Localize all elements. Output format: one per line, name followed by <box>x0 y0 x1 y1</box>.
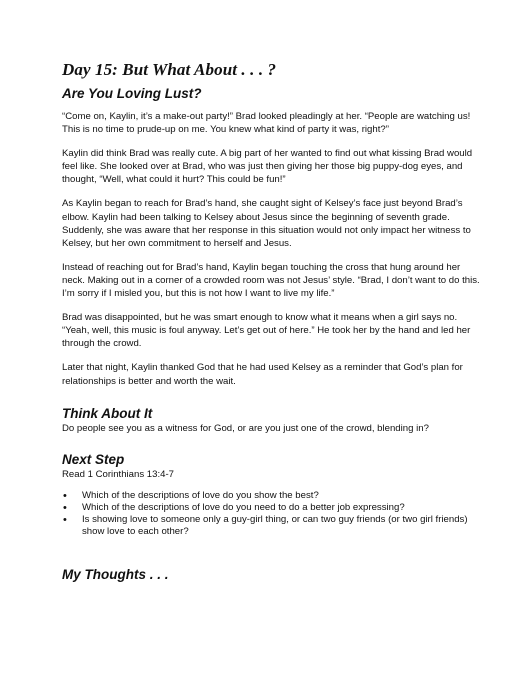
next-step-section <box>62 452 484 538</box>
list-item <box>62 514 484 538</box>
story-paragraph: Brad was disappointed, but he was smart enough to know what it means when a girl says no. “Yeah, well, this music is foul anyway. Let’s get out of here.” He took her by the hand and led her through the crowd. <box>62 312 471 350</box>
my-thoughts-heading: My Thoughts . . . <box>62 567 169 583</box>
story-paragraph: As Kaylin began to reach for Brad’s hand, she caught sight of Kelsey’s face just beyond Brad’s elbow. Kaylin had been talking to Kelsey about Jesus since the beginning of seventh grade. Suddenly, she was aware that her response in this situation would not only impact her witness to Kelsey, but her own commitment to herself and Jesus. <box>62 198 471 249</box>
story-paragraph: Kaylin did think Brad was really cute. A big part of her wanted to find out what kissing Brad would feel like. She looked over at Brad, who was just then giving her those big puppy-dog eyes, and thought, “Well, what could it hurt? This could be fun!” <box>62 148 473 186</box>
list-item-text: Which of the descriptions of love do you need to do a better job expressing? <box>82 501 405 513</box>
bullet-icon: • <box>63 501 67 514</box>
list-item <box>62 502 484 514</box>
think-about-it-question: Do people see you as a witness for God, or are you just one of the crowd, blending in? <box>62 422 429 434</box>
story-paragraph: Instead of reaching out for Brad’s hand, Kaylin began touching the cross that hung around her neck. Making out in a corner of a crowded room was not Jesus’ style. “Brad, I don’t want to do this. I’m sorry if I misled you, but this is not how I want to live my life.” <box>62 261 480 300</box>
list-item-text: Which of the descriptions of love do you show the best? <box>82 489 319 501</box>
think-about-it-heading: Think About It <box>62 405 153 421</box>
page-title: Day 15: But What About . . . ? <box>62 60 277 79</box>
next-step-heading: Next Step <box>62 451 125 467</box>
list-item-text: Is showing love to someone only a guy-girl thing, or can two guy friends (or two girl friends) show love to each other? <box>82 513 468 538</box>
story-body <box>62 110 484 388</box>
story-heading: Are You Loving Lust? <box>62 86 202 101</box>
bullet-icon: • <box>63 513 67 526</box>
list-item <box>62 490 484 502</box>
bullet-icon: • <box>63 489 67 502</box>
scripture-reference: Read 1 Corinthians 13:4-7 <box>62 468 174 480</box>
story-paragraph: Later that night, Kaylin thanked God that he had used Kelsey as a reminder that God’s plan for relationships is better and worth the wait. <box>62 362 463 387</box>
story-paragraph: “Come on, Kaylin, it’s a make-out party!” Brad looked pleadingly at her. “People are watching us! This is no time to prude-up on me. You knew what kind of party it was, right?” <box>62 111 471 136</box>
think-about-it-section <box>62 406 484 435</box>
question-list <box>62 490 484 538</box>
